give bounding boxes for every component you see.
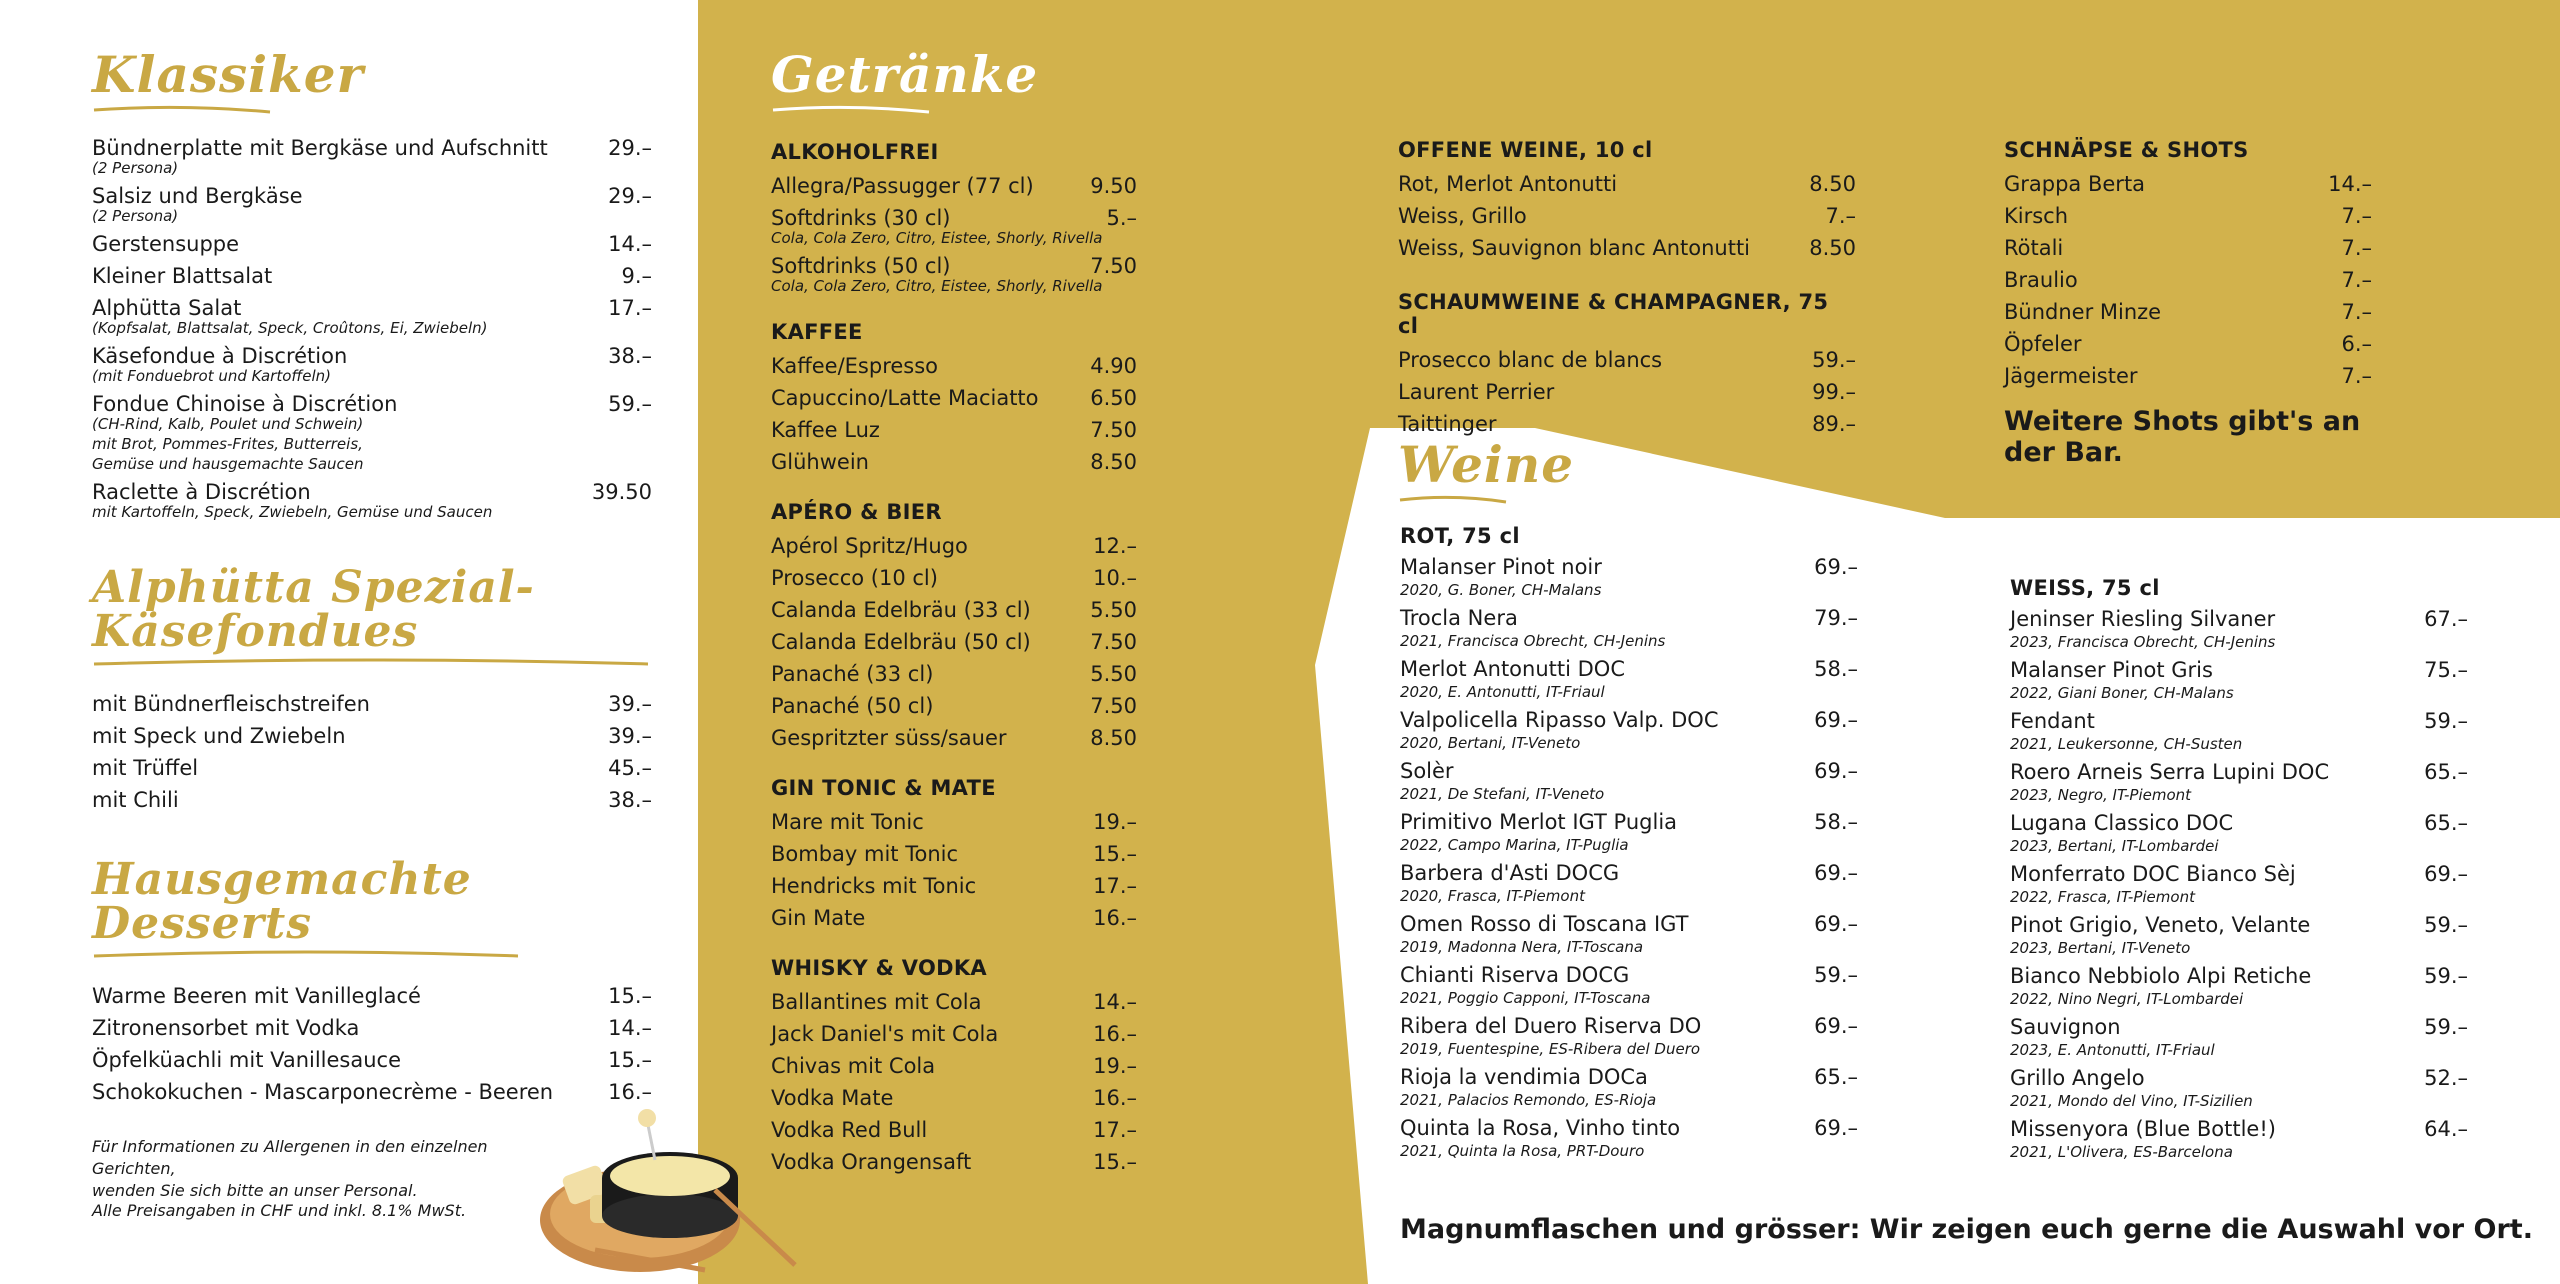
item-name: Öpfeler xyxy=(2004,332,2082,356)
menu-item xyxy=(1400,554,1858,581)
menu-item xyxy=(771,562,1137,594)
item-name: Jeninser Riesling Silvaner xyxy=(2010,607,2276,631)
item-price: 59.– xyxy=(2424,709,2468,733)
item-price: 7.50 xyxy=(1090,630,1137,654)
open-wine-column xyxy=(1398,138,1856,440)
wine-section-heading: OFFENE WEINE, 10 cl xyxy=(1398,138,1653,162)
item-name: Malanser Pinot Gris xyxy=(2010,658,2213,682)
menu-item xyxy=(771,690,1137,722)
item-price: 59.– xyxy=(1812,348,1856,372)
item-note: 2020, Frasca, IT-Piemont xyxy=(1400,887,1585,905)
item-note: 2021, Francisca Obrecht, CH-Jenins xyxy=(1400,632,1666,650)
item-name: Quinta la Rosa, Vinho tinto xyxy=(1400,1116,1681,1140)
wine-section-heading: SCHAUMWEINE & CHAMPAGNER, 75 cl xyxy=(1398,290,1829,338)
menu-item xyxy=(2004,232,2372,264)
item-note: (mit Fonduebrot und Kartoffeln) xyxy=(92,367,331,385)
schnaepse-list xyxy=(2004,168,2372,392)
drinks-section-heading: APÉRO & BIER xyxy=(771,500,942,524)
item-price: 69.– xyxy=(1814,759,1858,783)
schnaepse-heading: SCHNÄPSE & SHOTS xyxy=(2004,138,2249,162)
item-price: 17.– xyxy=(608,296,652,320)
item-name: Pinot Grigio, Veneto, Velante xyxy=(2010,913,2311,937)
menu-item xyxy=(771,530,1137,562)
item-name: Sauvignon xyxy=(2010,1015,2121,1039)
menu-item xyxy=(771,870,1137,902)
item-name: Calanda Edelbräu (50 cl) xyxy=(771,630,1031,654)
item-price: 7.– xyxy=(1825,204,1856,228)
item-price: 59.– xyxy=(608,392,652,416)
item-price: 65.– xyxy=(2424,811,2468,835)
item-name: Solèr xyxy=(1400,759,1454,783)
item-name: Panaché (50 cl) xyxy=(771,694,934,718)
menu-item xyxy=(92,1044,652,1076)
getraenke-list xyxy=(771,140,1137,1178)
menu-item xyxy=(771,1018,1137,1050)
item-name: Salsiz und Bergkäse xyxy=(92,184,303,208)
item-name: Mare mit Tonic xyxy=(771,810,924,834)
desserts-title: Hausgemachte Desserts xyxy=(92,854,472,949)
menu-item xyxy=(1400,605,1858,632)
item-note: 2021, Leukersonne, CH-Susten xyxy=(2010,735,2243,753)
item-note: Cola, Cola Zero, Citro, Eistee, Shorly, Rivella xyxy=(771,277,1103,295)
menu-item xyxy=(92,260,652,292)
menu-item xyxy=(771,170,1137,202)
item-name: Ballantines mit Cola xyxy=(771,990,982,1014)
menu-item xyxy=(771,658,1137,690)
desserts-list xyxy=(92,980,652,1108)
item-name: Barbera d'Asti DOCG xyxy=(1400,861,1620,885)
item-price: 29.– xyxy=(608,136,652,160)
weiss-heading: WEISS, 75 cl xyxy=(2010,576,2160,600)
item-name: Kirsch xyxy=(2004,204,2069,228)
item-note: 2019, Madonna Nera, IT-Toscana xyxy=(1400,938,1644,956)
rot-list xyxy=(1400,554,1858,1160)
item-price: 7.– xyxy=(2341,236,2372,260)
menu-item xyxy=(2004,328,2372,360)
menu-item xyxy=(771,806,1137,838)
title-swoosh xyxy=(92,102,272,116)
item-price: 15.– xyxy=(608,984,652,1008)
item-price: 79.– xyxy=(1814,606,1858,630)
item-price: 29.– xyxy=(608,184,652,208)
item-price: 59.– xyxy=(1814,963,1858,987)
item-name: Omen Rosso di Toscana IGT xyxy=(1400,912,1689,936)
title-swoosh xyxy=(92,656,652,670)
menu-item xyxy=(92,1012,652,1044)
menu-item xyxy=(2010,963,2468,990)
item-name: Glühwein xyxy=(771,450,869,474)
item-name: Gespritzter süss/sauer xyxy=(771,726,1007,750)
menu-item xyxy=(92,784,652,816)
item-price: 64.– xyxy=(2424,1117,2468,1141)
item-name: Kaffee Luz xyxy=(771,418,880,442)
item-price: 16.– xyxy=(1093,1022,1137,1046)
menu-item xyxy=(771,626,1137,658)
item-note: 2021, L'Olivera, ES-Barcelona xyxy=(2010,1143,2233,1161)
item-price: 5.50 xyxy=(1090,662,1137,686)
item-name: Zitronensorbet mit Vodka xyxy=(92,1016,360,1040)
item-price: 38.– xyxy=(608,344,652,368)
item-price: 8.50 xyxy=(1090,726,1137,750)
menu-item xyxy=(1400,758,1858,785)
item-price: 15.– xyxy=(608,1048,652,1072)
item-name: Malanser Pinot noir xyxy=(1400,555,1602,579)
item-name: Raclette à Discrétion xyxy=(92,480,311,504)
item-price: 10.– xyxy=(1093,566,1137,590)
menu-item xyxy=(2010,810,2468,837)
menu-item xyxy=(92,720,652,752)
item-name: Softdrinks (30 cl) xyxy=(771,206,951,230)
menu-item xyxy=(1398,168,1856,200)
menu-item xyxy=(2004,264,2372,296)
item-name: Jägermeister xyxy=(2004,364,2138,388)
menu-item xyxy=(1400,707,1858,734)
menu-item xyxy=(1400,1115,1858,1142)
getraenke-title: Getränke xyxy=(771,45,1039,104)
item-price: 58.– xyxy=(1814,810,1858,834)
item-note: 2021, Poggio Capponi, IT-Toscana xyxy=(1400,989,1651,1007)
menu-item xyxy=(2010,606,2468,633)
item-name: Vodka Red Bull xyxy=(771,1118,928,1142)
item-name: Merlot Antonutti DOC xyxy=(1400,657,1625,681)
drinks-column xyxy=(771,45,1137,1178)
item-price: 14.– xyxy=(608,1016,652,1040)
item-price: 67.– xyxy=(2424,607,2468,631)
item-price: 7.50 xyxy=(1090,418,1137,442)
item-price: 59.– xyxy=(2424,913,2468,937)
item-price: 19.– xyxy=(1093,1054,1137,1078)
item-price: 45.– xyxy=(608,756,652,780)
menu-item xyxy=(2010,708,2468,735)
item-price: 14.– xyxy=(608,232,652,256)
item-note: 2023, E. Antonutti, IT-Friaul xyxy=(2010,1041,2215,1059)
item-price: 15.– xyxy=(1093,1150,1137,1174)
item-name: Grappa Berta xyxy=(2004,172,2146,196)
item-price: 9.– xyxy=(621,264,652,288)
item-name: Gerstensuppe xyxy=(92,232,240,256)
item-price: 69.– xyxy=(1814,555,1858,579)
title-swoosh xyxy=(771,102,931,116)
menu-item xyxy=(1398,200,1856,232)
item-name: Grillo Angelo xyxy=(2010,1066,2145,1090)
item-name: Käsefondue à Discrétion xyxy=(92,344,348,368)
item-price: 16.– xyxy=(1093,906,1137,930)
item-price: 8.50 xyxy=(1809,236,1856,260)
item-price: 75.– xyxy=(2424,658,2468,682)
item-price: 59.– xyxy=(2424,964,2468,988)
menu-item xyxy=(92,752,652,784)
item-price: 6.50 xyxy=(1090,386,1137,410)
offene-list xyxy=(1398,138,1856,440)
item-note: 2023, Bertani, IT-Lombardei xyxy=(2010,837,2219,855)
item-price: 7.– xyxy=(2341,204,2372,228)
menu-item xyxy=(1398,344,1856,376)
item-price: 15.– xyxy=(1093,842,1137,866)
item-name: Rötali xyxy=(2004,236,2064,260)
item-name: Laurent Perrier xyxy=(1398,380,1555,404)
item-note: (2 Persona) xyxy=(92,207,179,225)
menu-item xyxy=(771,1082,1137,1114)
item-name: Alphütta Salat xyxy=(92,296,242,320)
rot-heading: ROT, 75 cl xyxy=(1400,524,1520,548)
item-note: 2019, Fuentespine, ES-Ribera del Duero xyxy=(1400,1040,1701,1058)
item-note: mit Kartoffeln, Speck, Zwiebeln, Gemüse und Saucen xyxy=(92,503,493,521)
spezial-title: Alphütta Spezial-Käsefondues xyxy=(92,562,535,657)
item-name: Monferrato DOC Bianco Sèj xyxy=(2010,862,2296,886)
item-name: Braulio xyxy=(2004,268,2078,292)
item-name: mit Trüffel xyxy=(92,756,199,780)
menu-item xyxy=(2004,360,2372,392)
item-price: 7.– xyxy=(2341,364,2372,388)
menu-item xyxy=(771,446,1137,478)
item-price: 9.50 xyxy=(1090,174,1137,198)
item-note: 2022, Nino Negri, IT-Lombardei xyxy=(2010,990,2244,1008)
item-price: 69.– xyxy=(2424,862,2468,886)
item-price: 89.– xyxy=(1812,412,1856,436)
menu-item xyxy=(771,986,1137,1018)
item-name: Softdrinks (50 cl) xyxy=(771,254,951,278)
menu-item xyxy=(771,350,1137,382)
item-price: 14.– xyxy=(1093,990,1137,1014)
magnum-note: Magnumflaschen und grösser: Wir zeigen euch gerne die Auswahl vor Ort. xyxy=(1400,1214,2533,1245)
item-note: 2023, Francisca Obrecht, CH-Jenins xyxy=(2010,633,2276,651)
menu-item xyxy=(92,688,652,720)
item-price: 69.– xyxy=(1814,708,1858,732)
item-note: 2021, De Stefani, IT-Veneto xyxy=(1400,785,1605,803)
menu-item xyxy=(1400,911,1858,938)
item-price: 69.– xyxy=(1814,861,1858,885)
item-name: Chivas mit Cola xyxy=(771,1054,936,1078)
menu-item xyxy=(2004,200,2372,232)
item-price: 8.50 xyxy=(1090,450,1137,474)
item-name: Panaché (33 cl) xyxy=(771,662,934,686)
item-price: 39.50 xyxy=(591,480,652,504)
item-price: 52.– xyxy=(2424,1066,2468,1090)
item-name: Chianti Riserva DOCG xyxy=(1400,963,1630,987)
item-name: mit Chili xyxy=(92,788,179,812)
white-wine-column xyxy=(2010,576,2468,1167)
item-name: Calanda Edelbräu (33 cl) xyxy=(771,598,1031,622)
drinks-section-heading: KAFFEE xyxy=(771,320,863,344)
item-price: 7.50 xyxy=(1090,694,1137,718)
item-name: Warme Beeren mit Vanilleglacé xyxy=(92,984,421,1008)
item-name: Prosecco (10 cl) xyxy=(771,566,938,590)
item-price: 6.– xyxy=(2341,332,2372,356)
item-name: Fondue Chinoise à Discrétion xyxy=(92,392,398,416)
item-price: 16.– xyxy=(608,1080,652,1104)
fondue-pot-illustration xyxy=(535,1100,805,1280)
item-note: 2023, Bertani, IT-Veneto xyxy=(2010,939,2191,957)
item-price: 4.90 xyxy=(1090,354,1137,378)
item-note: 2020, G. Boner, CH-Malans xyxy=(1400,581,1602,599)
item-name: Bianco Nebbiolo Alpi Retiche xyxy=(2010,964,2312,988)
item-name: Trocla Nera xyxy=(1400,606,1518,630)
menu-item xyxy=(1400,962,1858,989)
item-price: 5.50 xyxy=(1090,598,1137,622)
item-price: 65.– xyxy=(1814,1065,1858,1089)
item-note: 2021, Mondo del Vino, IT-Sizilien xyxy=(2010,1092,2253,1110)
item-price: 69.– xyxy=(1814,1116,1858,1140)
item-price: 14.– xyxy=(2328,172,2372,196)
menu-item xyxy=(2010,1065,2468,1092)
more-shots-note: Weitere Shots gibt's an der Bar. xyxy=(2004,406,2361,468)
item-name: Bündner Minze xyxy=(2004,300,2162,324)
item-note: (Kopfsalat, Blattsalat, Speck, Croûtons, Ei, Zwiebeln) xyxy=(92,319,488,337)
menu-item xyxy=(2010,657,2468,684)
food-column xyxy=(92,45,652,1108)
item-price: 69.– xyxy=(1814,1014,1858,1038)
item-name: Schokokuchen - Mascarponecrème - Beeren xyxy=(92,1080,554,1104)
schnaepse-column xyxy=(2004,138,2372,468)
item-price: 16.– xyxy=(1093,1086,1137,1110)
menu-item xyxy=(1400,1013,1858,1040)
menu-item xyxy=(1398,376,1856,408)
item-price: 39.– xyxy=(608,692,652,716)
red-wine-column xyxy=(1400,524,1858,1166)
item-name: mit Bündnerfleischstreifen xyxy=(92,692,370,716)
menu-item xyxy=(771,382,1137,414)
menu-item xyxy=(771,414,1137,446)
menu-item xyxy=(2010,1116,2468,1143)
item-price: 69.– xyxy=(1814,912,1858,936)
item-note: 2020, E. Antonutti, IT-Friaul xyxy=(1400,683,1605,701)
menu-item xyxy=(1400,1064,1858,1091)
spezial-list xyxy=(92,688,652,816)
item-name: Öpfelküachli mit Vanillesauce xyxy=(92,1048,402,1072)
item-note: (2 Persona) xyxy=(92,159,179,177)
item-price: 58.– xyxy=(1814,657,1858,681)
menu-item xyxy=(92,980,652,1012)
item-price: 8.50 xyxy=(1809,172,1856,196)
item-price: 7.– xyxy=(2341,268,2372,292)
item-name: Ribera del Duero Riserva DO xyxy=(1400,1014,1702,1038)
menu-item xyxy=(771,594,1137,626)
item-price: 7.50 xyxy=(1090,254,1137,278)
item-name: Hendricks mit Tonic xyxy=(771,874,977,898)
item-note: Cola, Cola Zero, Citro, Eistee, Shorly, Rivella xyxy=(771,229,1103,247)
item-price: 39.– xyxy=(608,724,652,748)
item-name: Bündnerplatte mit Bergkäse und Aufschnitt xyxy=(92,136,548,160)
drinks-section-heading: ALKOHOLFREI xyxy=(771,140,939,164)
item-note: 2023, Negro, IT-Piemont xyxy=(2010,786,2192,804)
item-note: 2020, Bertani, IT-Veneto xyxy=(1400,734,1581,752)
item-name: mit Speck und Zwiebeln xyxy=(92,724,346,748)
item-name: Bombay mit Tonic xyxy=(771,842,959,866)
item-name: Vodka Mate xyxy=(771,1086,894,1110)
item-price: 65.– xyxy=(2424,760,2468,784)
item-note: 2022, Frasca, IT-Piemont xyxy=(2010,888,2195,906)
item-price: 99.– xyxy=(1812,380,1856,404)
item-name: Apérol Spritz/Hugo xyxy=(771,534,968,558)
menu-item xyxy=(2010,912,2468,939)
item-name: Prosecco blanc de blancs xyxy=(1398,348,1663,372)
item-name: Fendant xyxy=(2010,709,2095,733)
klassiker-title: Klassiker xyxy=(92,45,364,104)
menu-item xyxy=(2010,861,2468,888)
item-name: Valpolicella Ripasso Valp. DOC xyxy=(1400,708,1719,732)
menu-item xyxy=(1400,656,1858,683)
menu-item xyxy=(2010,1014,2468,1041)
weine-title-block xyxy=(1398,435,1575,506)
menu-item xyxy=(2010,759,2468,786)
item-name: Lugana Classico DOC xyxy=(2010,811,2234,835)
item-name: Weiss, Sauvignon blanc Antonutti xyxy=(1398,236,1751,260)
drinks-section-heading: WHISKY & VODKA xyxy=(771,956,987,980)
title-swoosh xyxy=(92,948,522,962)
item-note: 2022, Giani Boner, CH-Malans xyxy=(2010,684,2234,702)
menu-item xyxy=(1398,232,1856,264)
item-price: 5.– xyxy=(1106,206,1137,230)
item-name: Kleiner Blattsalat xyxy=(92,264,273,288)
item-price: 12.– xyxy=(1093,534,1137,558)
item-name: Capuccino/Latte Maciatto xyxy=(771,386,1039,410)
item-name: Rioja la vendimia DOCa xyxy=(1400,1065,1648,1089)
weine-title: Weine xyxy=(1398,435,1575,494)
item-note: (CH-Rind, Kalb, Poulet und Schwein) mit Brot, Pommes-Frites, Butterreis, Gemüse und hausgemachte Saucen xyxy=(92,415,364,473)
item-name: Roero Arneis Serra Lupini DOC xyxy=(2010,760,2330,784)
item-price: 17.– xyxy=(1093,874,1137,898)
menu-item xyxy=(771,1114,1137,1146)
menu-item xyxy=(92,228,652,260)
item-name: Kaffee/Espresso xyxy=(771,354,939,378)
allergen-note: Für Informationen zu Allergenen in den einzelnen Gerichten, wenden Sie sich bitte an unser Personal. xyxy=(92,1137,488,1200)
item-price: 19.– xyxy=(1093,810,1137,834)
menu-item xyxy=(771,722,1137,754)
klassiker-list xyxy=(92,132,652,522)
item-name: Allegra/Passugger (77 cl) xyxy=(771,174,1034,198)
price-note: Alle Preisangaben in CHF und inkl. 8.1% MwSt. xyxy=(92,1201,467,1220)
item-price: 38.– xyxy=(608,788,652,812)
item-name: Taittinger xyxy=(1398,412,1497,436)
menu-item xyxy=(1400,809,1858,836)
item-name: Gin Mate xyxy=(771,906,866,930)
menu-item xyxy=(2004,296,2372,328)
weiss-list xyxy=(2010,606,2468,1161)
item-name: Vodka Orangensaft xyxy=(771,1150,972,1174)
drinks-section-heading: GIN TONIC & MATE xyxy=(771,776,996,800)
item-price: 59.– xyxy=(2424,1015,2468,1039)
title-swoosh xyxy=(1398,492,1508,506)
item-note: 2021, Quinta la Rosa, PRT-Douro xyxy=(1400,1142,1645,1160)
menu-item xyxy=(771,838,1137,870)
item-name: Missenyora (Blue Bottle!) xyxy=(2010,1117,2276,1141)
item-name: Primitivo Merlot IGT Puglia xyxy=(1400,810,1678,834)
item-note: 2021, Palacios Remondo, ES-Rioja xyxy=(1400,1091,1657,1109)
menu-item xyxy=(1400,860,1858,887)
item-price: 17.– xyxy=(1093,1118,1137,1142)
menu-item xyxy=(771,902,1137,934)
menu-item xyxy=(2004,168,2372,200)
item-name: Jack Daniel's mit Cola xyxy=(771,1022,999,1046)
menu-item xyxy=(771,1050,1137,1082)
menu-item xyxy=(771,1146,1137,1178)
item-note: 2022, Campo Marina, IT-Puglia xyxy=(1400,836,1629,854)
item-name: Rot, Merlot Antonutti xyxy=(1398,172,1618,196)
item-name: Weiss, Grillo xyxy=(1398,204,1527,228)
item-price: 7.– xyxy=(2341,300,2372,324)
